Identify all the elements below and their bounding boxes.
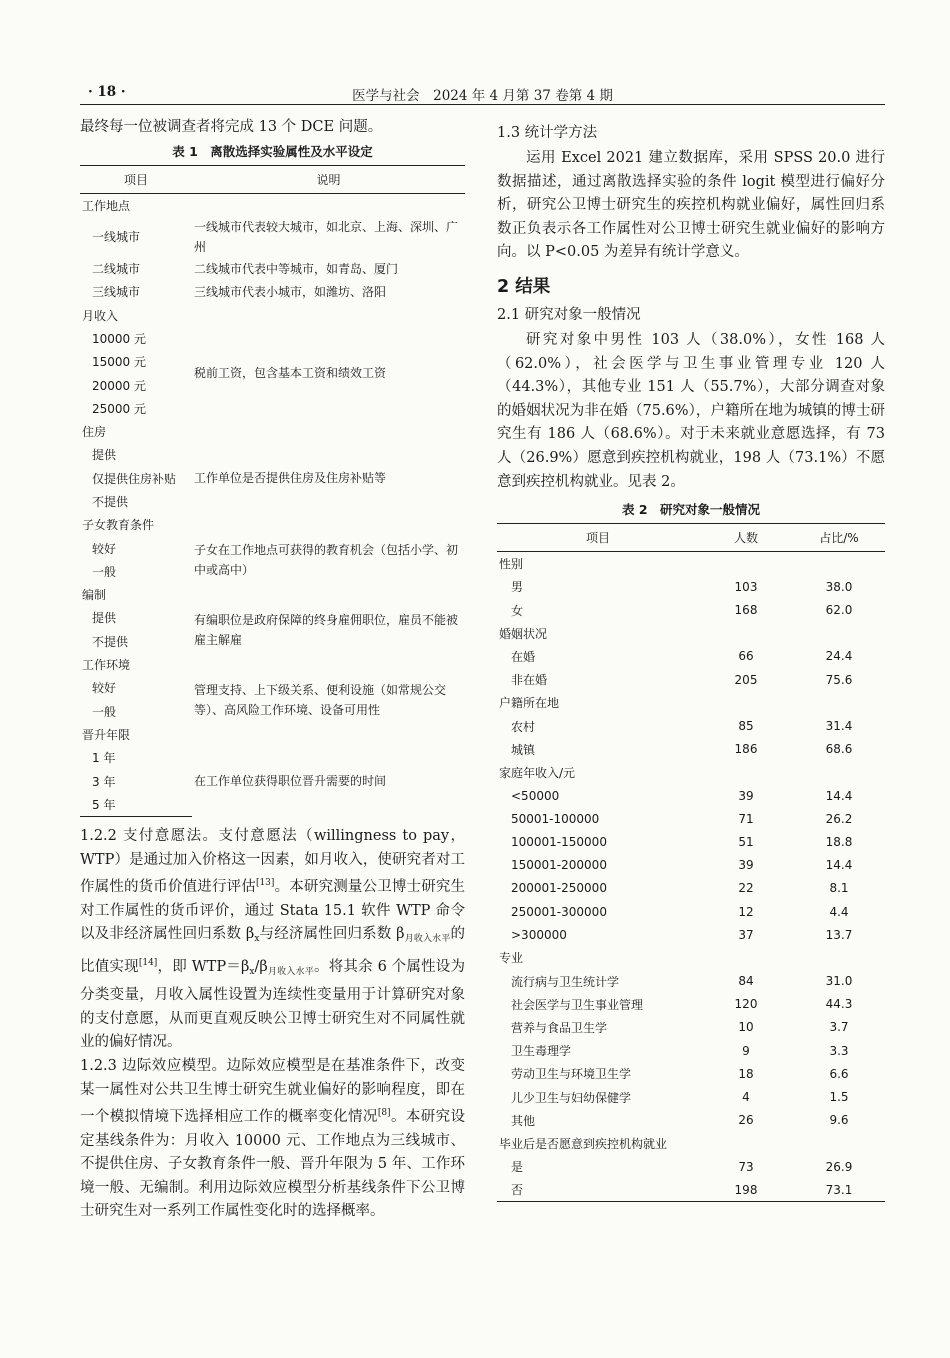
- table-row: [497, 1109, 885, 1132]
- row-label: 儿少卫生与妇幼保健学: [511, 1090, 632, 1105]
- table-row: [80, 443, 465, 466]
- row-percent: 75.6: [825, 672, 853, 687]
- row-count: [699, 691, 793, 714]
- level-label: 较好: [92, 681, 117, 696]
- level-label: 较好: [92, 541, 117, 556]
- row-percent: [793, 691, 885, 714]
- level-label: 25000 元: [92, 401, 146, 416]
- row-label: 婚姻状况: [499, 626, 548, 641]
- row-count: 39: [738, 858, 754, 873]
- row-count: [699, 622, 793, 645]
- row-percent: [793, 622, 885, 645]
- attr-label: 工作环境: [82, 658, 131, 673]
- level-desc: 有编职位是政府保障的终身雇佣职位，雇员不能被雇主解雇: [194, 612, 459, 647]
- table-row: [497, 1062, 885, 1085]
- table-row: [497, 1155, 885, 1178]
- row-count: [699, 1132, 793, 1155]
- row-label: 100001-150000: [511, 834, 607, 849]
- table-row: [80, 193, 465, 217]
- row-percent: [793, 552, 885, 576]
- marginal-effect-paragraph: [80, 1055, 465, 1224]
- row-percent: 3.3: [829, 1043, 849, 1058]
- row-percent: 14.4: [825, 858, 853, 873]
- table-row: [80, 746, 465, 769]
- row-label: 毕业后是否愿意到疾控机构就业: [499, 1136, 668, 1151]
- table2: [497, 523, 885, 1202]
- level-label: 5 年: [80, 793, 192, 817]
- row-label: 否: [497, 1178, 699, 1202]
- page-number: · 18 ·: [88, 84, 126, 100]
- table-row: [497, 738, 885, 761]
- row-percent: 14.4: [825, 788, 853, 803]
- row-percent: 1.5: [829, 1090, 849, 1105]
- table2-header-item: 项目: [497, 524, 699, 552]
- section-2-1-title: 2.1 研究对象一般情况: [497, 306, 641, 323]
- row-percent: [793, 1132, 885, 1155]
- row-label: 非在婚: [511, 673, 548, 688]
- row-count: 66: [738, 649, 754, 664]
- row-percent: [793, 761, 885, 784]
- table-row: [80, 280, 465, 303]
- attr-label: 编制: [82, 588, 107, 603]
- table-row: [497, 622, 885, 645]
- table1-header-item: 项目: [80, 165, 192, 193]
- level-label: 仅提供住房补贴: [92, 471, 177, 486]
- row-count: 18: [738, 1066, 754, 1081]
- table1: [80, 165, 465, 817]
- row-count: 39: [738, 788, 754, 803]
- row-percent: 6.6: [829, 1066, 849, 1081]
- level-label: 提供: [92, 611, 117, 626]
- attr-label: 工作地点: [82, 198, 131, 213]
- table-row: [497, 807, 885, 830]
- table-row: [497, 877, 885, 900]
- table-row: [80, 723, 465, 746]
- level-label: 提供: [92, 448, 117, 463]
- page-header: [80, 82, 885, 104]
- citation: [8]: [377, 1108, 391, 1119]
- row-count: 120: [734, 997, 758, 1012]
- me-text-b: 。本研究设定基线条件为：月收入 10000 元、工作地点为三线城市、不提供住房、子女教育条件一般、晋升年限为 5 年、工作环境一般、无编制。利用边际效应模型分析基线条件下公卫博士研究生对一系列工作属性变化时的选择概率。: [80, 1109, 466, 1220]
- row-label: 卫生毒理学: [511, 1044, 572, 1059]
- table-row: [80, 303, 465, 326]
- row-count: 4: [742, 1090, 750, 1105]
- table-row: [497, 575, 885, 598]
- row-label: 250001-300000: [511, 904, 607, 919]
- row-count: 37: [738, 927, 754, 942]
- level-desc: 在工作单位获得职位晋升需要的时间: [194, 774, 387, 789]
- table-row: [80, 583, 465, 606]
- row-percent: 26.9: [825, 1159, 853, 1174]
- wtp-text-a: 1.2.2 支付意愿法。支付意愿法（willingness to pay，WTP）是通过加入价格这一因素，如月收入，使研究者对工作属性的货币价值进行评估: [80, 828, 465, 896]
- row-label: 专业: [499, 951, 524, 966]
- table-row: [497, 761, 885, 784]
- wtp-text-f: /β: [254, 958, 268, 975]
- subscript: 月收入水平: [404, 934, 451, 945]
- table-row: [497, 668, 885, 691]
- table-row: [80, 420, 465, 443]
- table-row: [497, 552, 885, 576]
- level-label: 不提供: [92, 495, 129, 509]
- row-label: 其他: [511, 1113, 536, 1128]
- row-label: 在婚: [511, 649, 536, 664]
- wtp-text-b: 。本研究测量公卫博士研究生对工作属性的货币评价，通过 Stata 15.1 软件 WTP 命令以及非经济属性回归系数 β: [80, 879, 466, 943]
- attr-label: 晋升年限: [82, 727, 131, 742]
- level-label: 不提供: [92, 634, 129, 649]
- row-count: 71: [738, 811, 754, 826]
- level-label: 三线城市: [92, 285, 141, 300]
- section-2-title: 2 结果: [497, 276, 551, 297]
- row-percent: 31.0: [825, 974, 853, 989]
- row-count: 9: [742, 1043, 750, 1058]
- table-row: [497, 854, 885, 877]
- level-desc: 工作单位是否提供住房及住房补贴等: [194, 471, 387, 486]
- level-label: 10000 元: [92, 331, 146, 346]
- row-count: 85: [738, 719, 754, 734]
- level-label: 一般: [92, 704, 117, 719]
- row-count: [699, 761, 793, 784]
- table-row: [497, 1039, 885, 1062]
- row-percent: 26.2: [825, 811, 853, 826]
- table2-header-n: 人数: [699, 524, 793, 552]
- level-label: 一般: [92, 564, 117, 579]
- row-label: <50000: [511, 788, 560, 803]
- subscript: 月收入水平: [267, 966, 314, 977]
- row-label: 城镇: [511, 742, 536, 757]
- level-desc: 一线城市代表较大城市，如北京、上海、深圳、广州: [194, 219, 459, 254]
- wtp-text-e: ，即 WTP＝β: [157, 958, 250, 975]
- table-row: [80, 327, 465, 350]
- row-label: 性别: [499, 557, 524, 572]
- row-label: 50001-100000: [511, 811, 600, 826]
- level-label: 一线城市: [92, 230, 141, 245]
- wtp-text-g: 。将其余 6 个属性设为分类变量，月收入属性设置为连续性变量用于计算研究对象的支付意愿，从而更直观反映公卫博士研究生对不同属性就业的偏好情况。: [80, 958, 465, 1051]
- row-count: 51: [738, 834, 754, 849]
- wtp-text-d: 的比值实现: [80, 926, 465, 975]
- row-label: 社会医学与卫生事业管理: [511, 997, 644, 1012]
- row-percent: 68.6: [825, 742, 853, 757]
- table-row: [497, 599, 885, 622]
- table-row: [80, 513, 465, 536]
- attr-label: 月收入: [82, 308, 119, 323]
- row-label: 户籍所在地: [499, 696, 560, 711]
- row-count: 205: [734, 672, 758, 687]
- wtp-paragraph: [80, 825, 465, 1055]
- row-count: [699, 946, 793, 969]
- row-count: 186: [734, 742, 758, 757]
- section-1-3-title: 1.3 统计学方法: [497, 125, 598, 141]
- row-count: 10: [738, 1020, 754, 1035]
- row-count: 168: [734, 603, 758, 618]
- level-label: 1 年: [92, 751, 116, 766]
- journal-info: 医学与社会 2024 年 4 月第 37 卷第 4 期: [352, 88, 613, 104]
- section-1-3-text: 运用 Excel 2021 建立数据库，采用 SPSS 20.0 进行数据描述，通过离散选择实验的条件 logit 模型进行偏好分析，研究公卫博士研究生的疾控机构就业偏好，属性回归系数正负表示各工作属性对公卫博士研究生就业偏好的影响方向。以 P<0.05 为差异有统计学意义。: [497, 150, 885, 261]
- level-label: 20000 元: [92, 378, 146, 393]
- table2-caption: 表 2 研究对象一般情况: [621, 502, 761, 518]
- table-row: [497, 1016, 885, 1039]
- table2-header-pct: 占比/%: [793, 524, 885, 552]
- citation: [13]: [255, 878, 275, 889]
- table-row: [80, 217, 465, 257]
- row-percent: 4.4: [829, 904, 849, 919]
- table-row: [497, 900, 885, 923]
- table-row: [80, 653, 465, 676]
- row-percent: [793, 946, 885, 969]
- row-percent: 9.6: [829, 1113, 849, 1128]
- table-row: [80, 676, 465, 699]
- table-row: [497, 784, 885, 807]
- row-count: 198: [699, 1178, 793, 1202]
- row-label: >300000: [511, 927, 567, 942]
- row-label: 200001-250000: [511, 881, 607, 896]
- me-text-a: 1.2.3 边际效应模型。边际效应模型是在基准条件下，改变某一属性对公共卫生博士研究生就业偏好的影响程度，即在一个模拟情境下选择相应工作的概率变化情况: [80, 1058, 465, 1126]
- level-label: 3 年: [92, 774, 116, 789]
- right-column: [497, 116, 885, 1202]
- table-row: [497, 993, 885, 1016]
- attr-label: 子女教育条件: [82, 518, 155, 533]
- table-row: [80, 606, 465, 629]
- row-count: 12: [738, 904, 754, 919]
- row-percent: 13.7: [825, 927, 853, 942]
- level-desc: 二线城市代表中等城市，如青岛、厦门: [194, 261, 399, 276]
- table-row: [497, 970, 885, 993]
- row-label: 是: [511, 1160, 524, 1175]
- table-row: [80, 536, 465, 559]
- row-label: 流行病与卫生统计学: [511, 974, 620, 989]
- table-row: [497, 1132, 885, 1155]
- subscript: x: [254, 934, 260, 945]
- subscript: x: [249, 966, 255, 977]
- table-row: [80, 257, 465, 280]
- row-count: [699, 552, 793, 576]
- row-percent: 18.8: [825, 834, 853, 849]
- level-desc: 税前工资，包含基本工资和绩效工资: [194, 366, 387, 381]
- row-label: 男: [511, 580, 524, 595]
- row-count: 73: [738, 1159, 754, 1174]
- section-2-1-text: 研究对象中男性 103 人（38.0%），女性 168 人（62.0%），社会医学与卫生事业管理专业 120 人（44.3%），其他专业 151 人（55.7%），大部分调查对象的婚姻状况为非在婚（75.6%），户籍所在地为城镇的博士研究生有 186 人（68.6%）。对于未来就业意愿选择，有 73 人（26.9%）愿意到疾控机构就业，198 人（73.1%）不愿意到疾控机构就业。见表 2。: [497, 331, 885, 490]
- table-row: [497, 1178, 885, 1202]
- row-percent: 73.1: [793, 1178, 885, 1202]
- citation: [14]: [138, 957, 158, 968]
- row-percent: 38.0: [825, 579, 853, 594]
- wtp-text-c: 与经济属性回归系数 β: [259, 926, 405, 943]
- row-count: 26: [738, 1113, 754, 1128]
- row-label: 女: [511, 603, 524, 618]
- table-row: [497, 923, 885, 946]
- row-percent: 3.7: [829, 1020, 849, 1035]
- row-percent: 62.0: [825, 603, 853, 618]
- level-desc: 管理支持、上下级关系、便利设施（如常规公交等）、高风险工作环境、设备可用性: [194, 682, 447, 717]
- row-label: 营养与食品卫生学: [511, 1020, 608, 1035]
- left-column: [80, 116, 465, 1224]
- table-row: [497, 946, 885, 969]
- header-rule: [80, 104, 885, 105]
- table-row: [497, 830, 885, 853]
- table2-body: [497, 552, 885, 1202]
- row-count: 84: [738, 974, 754, 989]
- row-label: 150001-200000: [511, 858, 607, 873]
- attr-label: 住房: [82, 425, 107, 440]
- table1-caption: 表 1 离散选择实验属性及水平设定: [172, 143, 373, 159]
- level-label: 15000 元: [92, 355, 146, 370]
- table-row: [497, 714, 885, 737]
- table-row: [497, 691, 885, 714]
- level-desc: 子女在工作地点可获得的教育机会（包括小学、初中或高中）: [194, 542, 459, 577]
- row-label: 农村: [511, 719, 536, 734]
- row-percent: 44.3: [825, 997, 853, 1012]
- row-label: 家庭年收入/元: [499, 765, 576, 780]
- row-label: 劳动卫生与环境卫生学: [511, 1067, 632, 1082]
- row-percent: 8.1: [829, 881, 849, 896]
- intro-paragraph: 最终每一位被调查者将完成 13 个 DCE 问题。: [80, 119, 383, 135]
- table-row: [497, 1085, 885, 1108]
- table-row: [497, 645, 885, 668]
- row-count: 22: [738, 881, 754, 896]
- level-label: 二线城市: [92, 262, 141, 277]
- level-desc: 三线城市代表小城市，如潍坊、洛阳: [194, 284, 387, 299]
- table1-header-desc: 说明: [192, 165, 465, 193]
- row-count: 103: [734, 579, 758, 594]
- row-percent: 24.4: [825, 649, 853, 664]
- row-percent: 31.4: [825, 719, 853, 734]
